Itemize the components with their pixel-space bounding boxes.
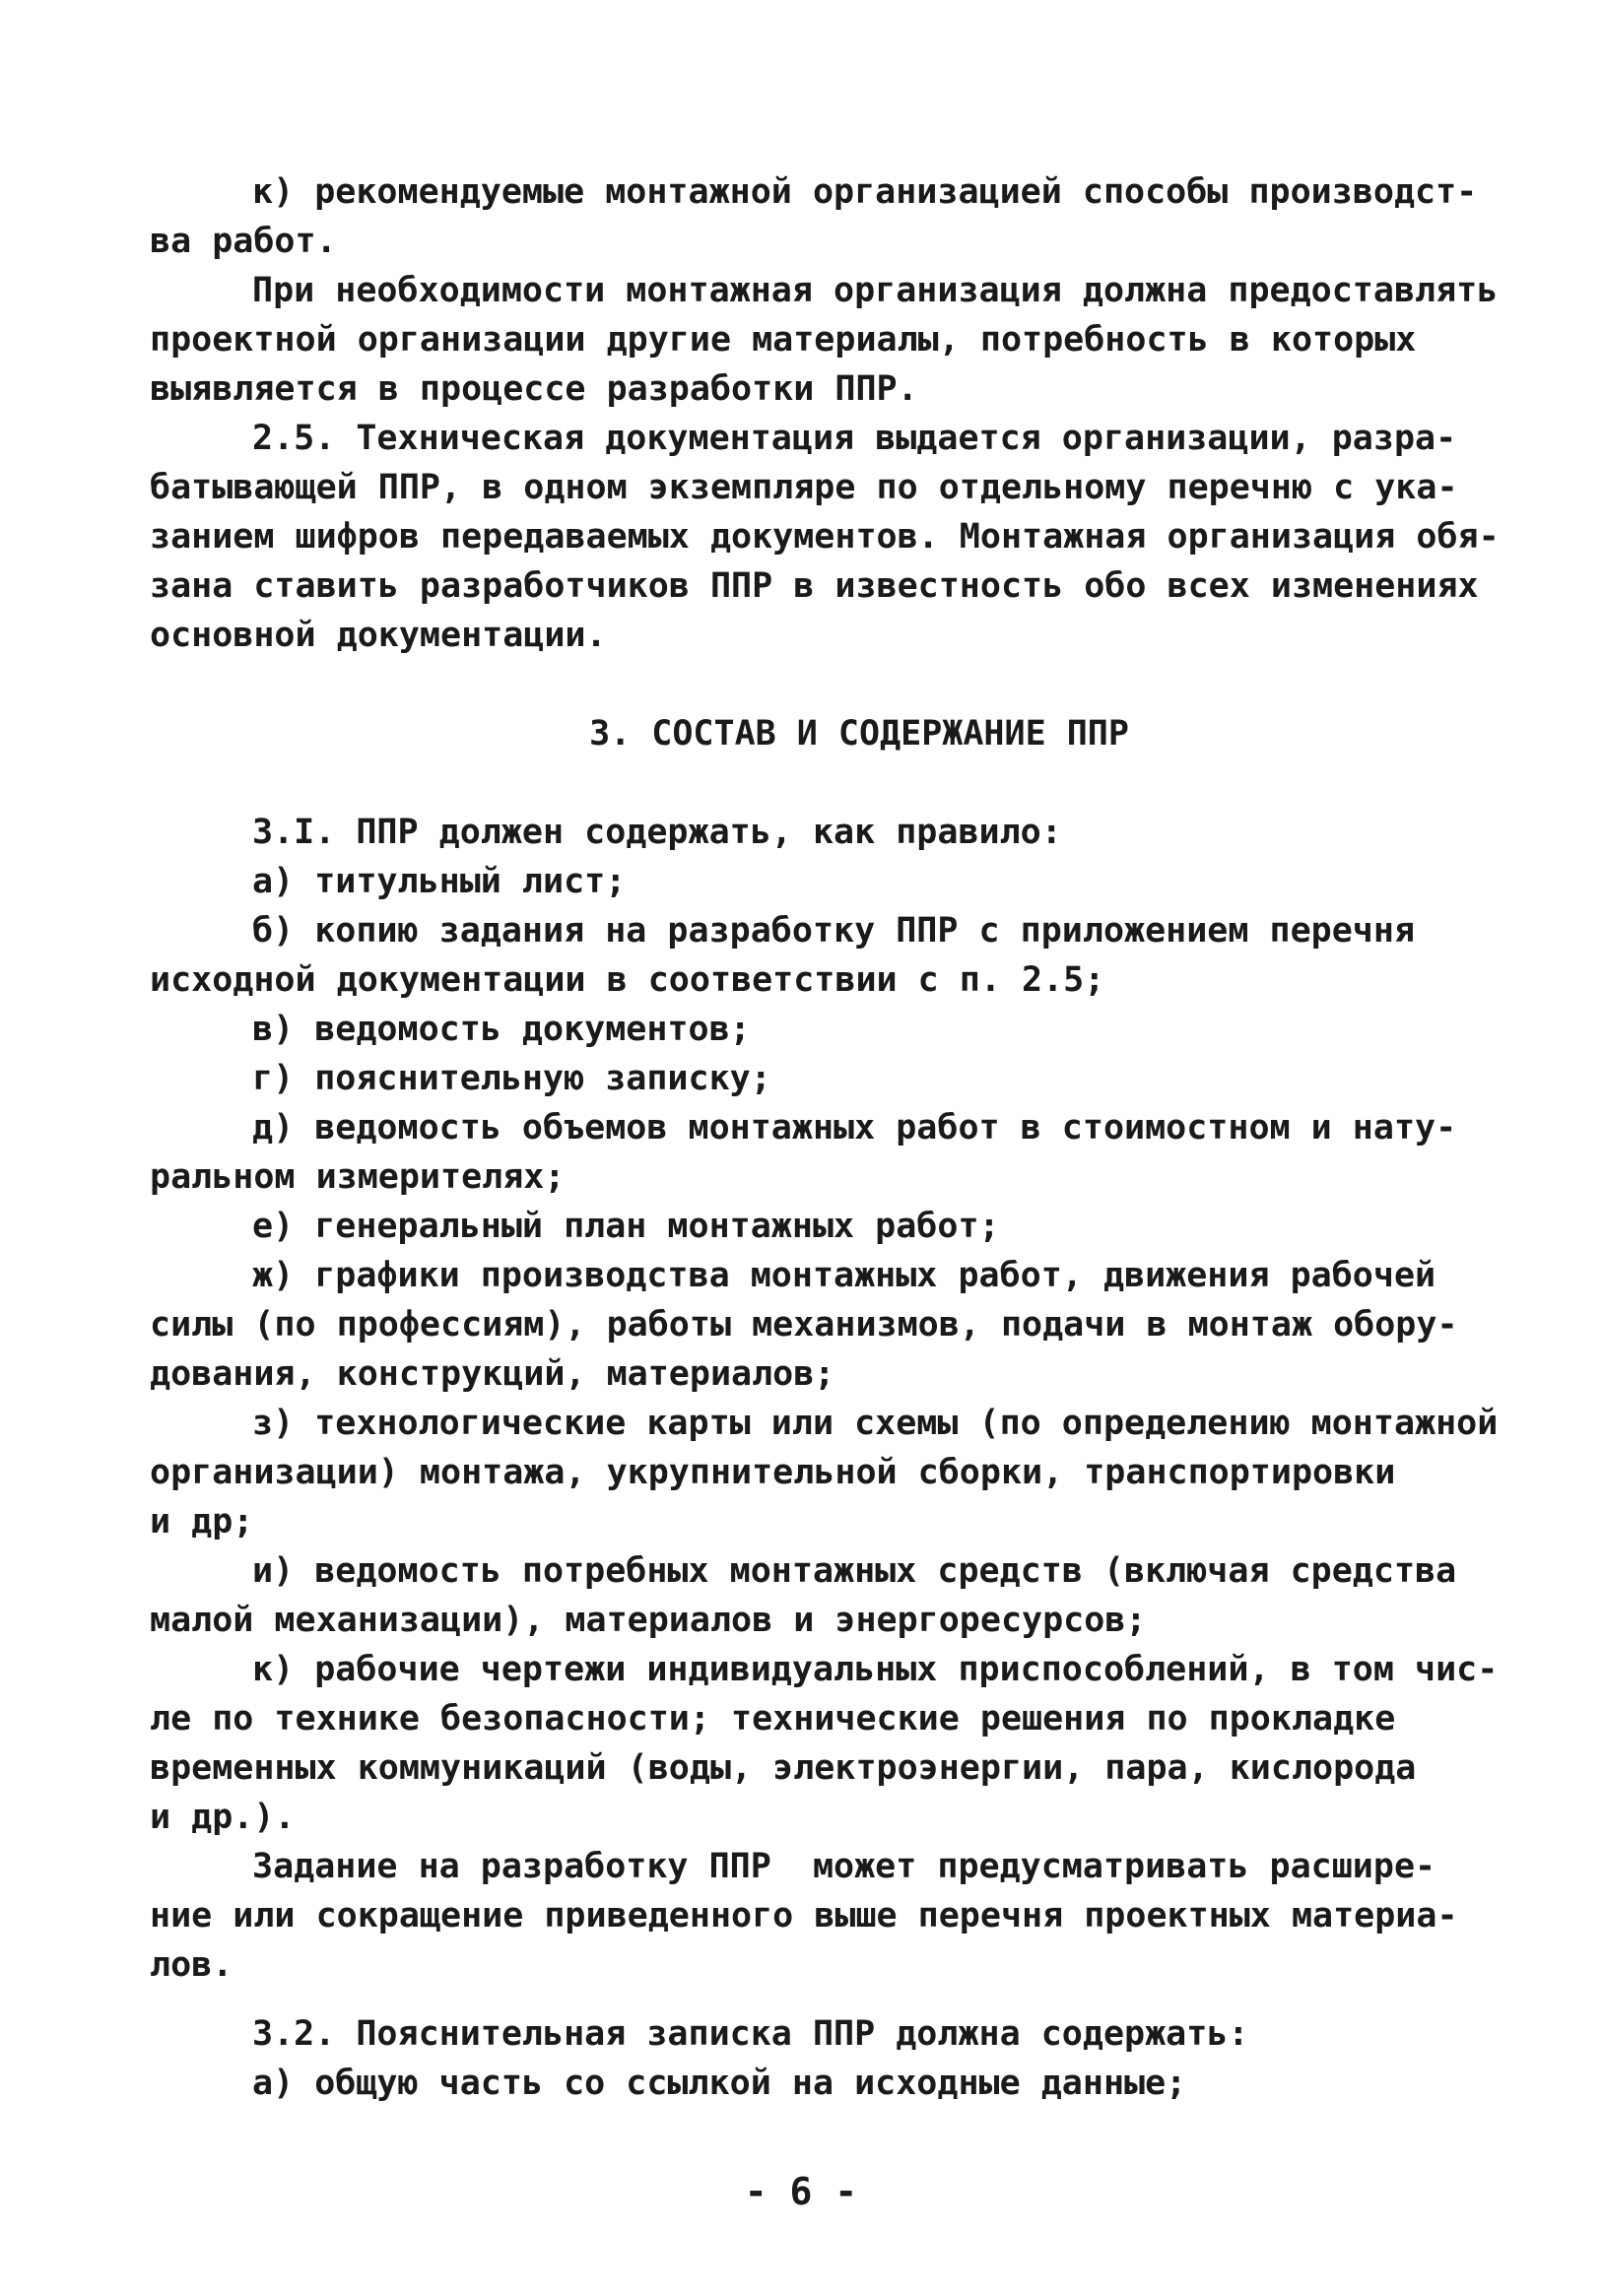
text-line: г) пояснительную записку; [252,1059,771,1098]
text-line: малой механизации), материалов и энергоресурсов; [150,1601,1147,1640]
text-line: дования, конструкций, материалов; [150,1354,835,1394]
text-line: ние или сокращение приведенного выше перечня проектных материа- [150,1896,1458,1935]
text-line: к) рекомендуемые монтажной организацией способы производст- [252,172,1478,212]
text-line: к) рабочие чертежи индивидуальных приспособлений, в том чис- [252,1650,1499,1689]
section-heading: 3. СОСТАВ И СОДЕРЖАНИЕ ППР [589,714,1129,754]
text-line: 3.I. ППР должен содержать, как правило: [252,813,1062,852]
text-line: лов. [150,1945,234,1985]
text-line: 2.5. Техническая документация выдается организации, разра- [252,419,1457,458]
text-line: зана ставить разработчиков ППР в известность обо всех изменениях [150,566,1479,606]
text-line: занием шифров передаваемых документов. Монтажная организация обя- [150,517,1500,557]
text-line: и др; [150,1502,254,1542]
text-line: ва работ. [150,222,337,261]
text-line: ле по технике безопасности; технические решения по прокладке [150,1699,1396,1738]
text-line: 3.2. Пояснительная записка ППР должна содержать: [252,2014,1249,2054]
text-line: основной документации. [150,616,607,655]
text-line: временных коммуникаций (воды, электроэнергии, пара, кислорода [150,1748,1417,1788]
text-line: организации) монтажа, укрупнительной сборки, транспортировки [150,1453,1396,1492]
text-line: е) генеральный план монтажных работ; [252,1207,1000,1246]
text-line: проектной организации другие материалы, потребность в которых [150,320,1417,360]
text-line: При необходимости монтажная организация должна предоставлять [252,271,1499,310]
text-line: батывающей ППР, в одном экземпляре по отдельному перечню с ука- [150,468,1458,507]
text-line: силы (по профессиям), работы механизмов, подачи в монтаж обору- [150,1305,1458,1345]
text-line: з) технологические карты или схемы (по определению монтажной [252,1404,1499,1443]
text-line: а) общую часть со ссылкой на исходные данные; [252,2064,1187,2103]
text-line: в) ведомость документов; [252,1010,751,1049]
text-line: д) ведомость объемов монтажных работ в стоимостном и нату- [252,1108,1457,1148]
document-body [150,167,1509,2108]
text-line: Задание на разработку ППР может предусматривать расшире- [252,1847,1436,1886]
text-line: и) ведомость потребных монтажных средств (включая средства [252,1551,1457,1591]
text-line: выявляется в процессе разработки ППР. [150,369,918,409]
text-line: исходной документации в соответствии с п. 2.5; [150,960,1105,1000]
page-number: - 6 - [744,2170,858,2213]
text-line: б) копию задания на разработку ППР с приложением перечня [252,911,1416,951]
text-line: ж) графики производства монтажных работ, движения рабочей [252,1256,1436,1295]
text-line: а) титульный лист; [252,862,627,901]
text-line: ральном измерителях; [150,1157,566,1197]
text-line: и др.). [150,1798,296,1837]
